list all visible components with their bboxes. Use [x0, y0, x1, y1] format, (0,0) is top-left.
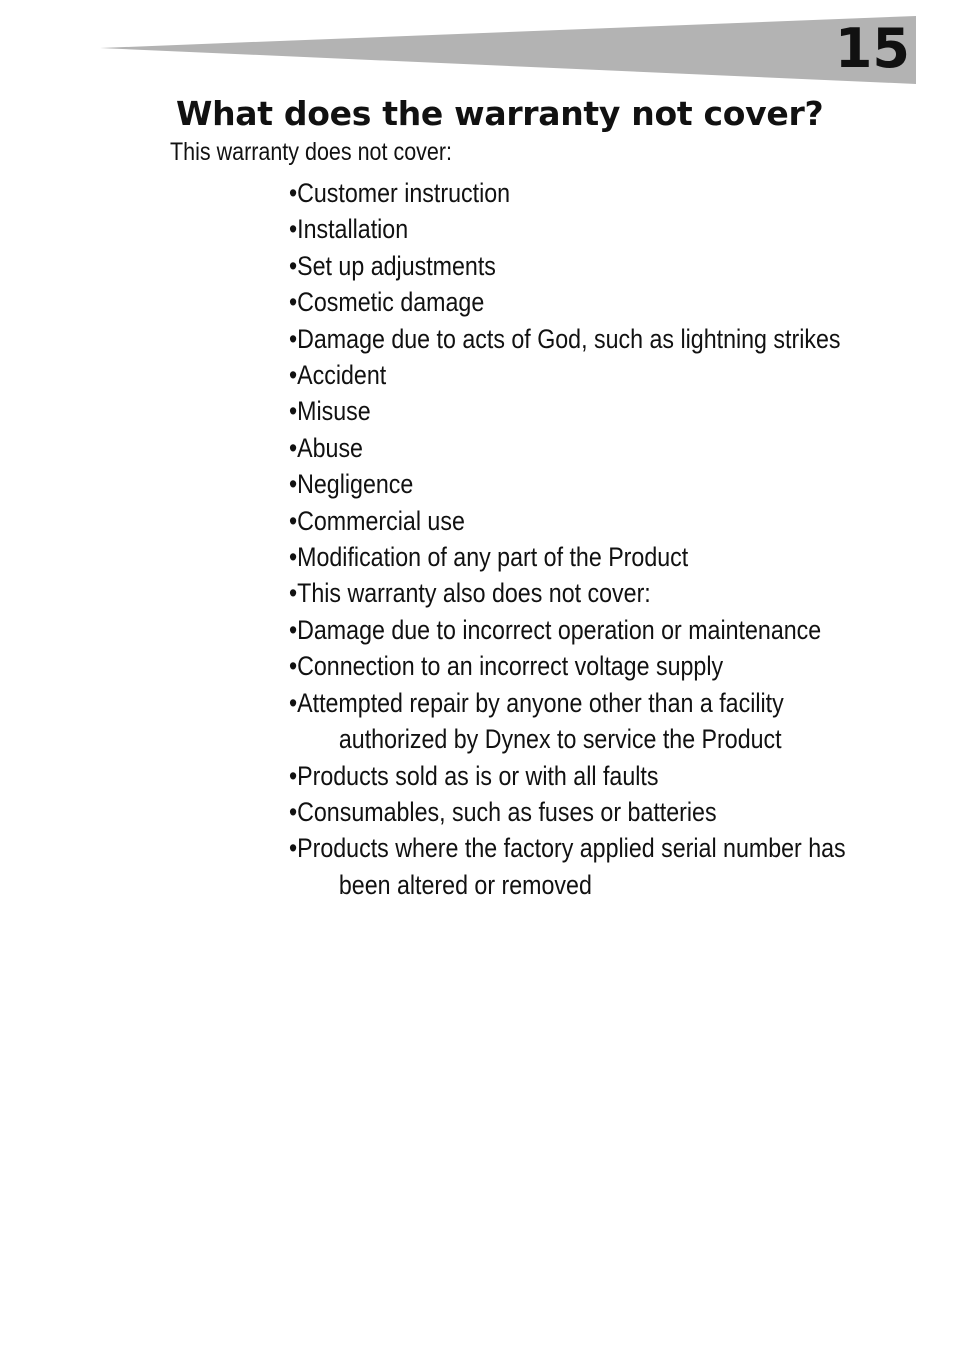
bullet-mark: •: [289, 287, 298, 318]
exclusions-list: [289, 175, 891, 903]
list-item-text: Connection to an incorrect voltage supply: [297, 651, 724, 682]
list-item: [289, 539, 891, 575]
bullet-mark: •: [289, 578, 298, 609]
list-item: [289, 466, 891, 502]
bullet-mark: •: [289, 323, 298, 354]
list-item-text: Set up adjustments: [297, 250, 496, 281]
bullet-mark: •: [289, 360, 298, 391]
list-item-continuation: been altered or removed: [338, 869, 592, 900]
list-item-text: Customer instruction: [297, 178, 511, 208]
list-item: [289, 830, 891, 903]
bullet-mark: •: [289, 542, 298, 573]
list-item-text: Attempted repair by anyone other than a facility: [297, 687, 784, 718]
list-item: [289, 357, 891, 393]
list-item-text: Commercial use: [297, 505, 465, 536]
list-item-continuation: authorized by Dynex to service the Product: [338, 724, 782, 755]
list-item: [289, 284, 891, 320]
list-item: [289, 503, 891, 539]
bullet-mark: •: [289, 687, 298, 718]
bullet-mark: •: [289, 214, 298, 245]
bullet-mark: •: [289, 760, 298, 791]
header-wedge: [100, 16, 916, 84]
bullet-mark: •: [289, 651, 298, 682]
list-item-text: Cosmetic damage: [297, 287, 485, 318]
bullet-mark: •: [289, 396, 298, 427]
bullet-mark: •: [289, 614, 298, 645]
section-intro: This warranty does not cover:: [170, 138, 453, 166]
list-item-text: Accident: [297, 360, 387, 391]
section-title: What does the warranty not cover?: [176, 94, 824, 133]
bullet-mark: •: [289, 796, 298, 827]
list-item-text: Damage due to incorrect operation or maintenance: [297, 614, 822, 645]
bullet-mark: •: [289, 505, 298, 536]
list-item: [289, 794, 891, 830]
list-item-text: Installation: [297, 214, 409, 245]
list-item-text: Negligence: [297, 469, 414, 500]
list-item: [289, 612, 891, 648]
list-item: [289, 321, 891, 357]
list-item-text: This warranty also does not cover:: [297, 578, 651, 609]
list-item: [289, 248, 891, 284]
list-item: [289, 758, 891, 794]
page-header: [0, 0, 954, 100]
list-item: [289, 430, 891, 466]
list-item: [289, 393, 891, 429]
list-item-text: Abuse: [297, 432, 363, 463]
page-number: 15: [834, 17, 910, 80]
list-item-text: Products where the factory applied serial number has: [297, 833, 846, 864]
list-item: [289, 211, 891, 247]
list-item: [289, 175, 891, 211]
bullet-mark: •: [289, 178, 298, 208]
list-item-text: Misuse: [297, 396, 371, 427]
list-item-text: Modification of any part of the Product: [297, 542, 689, 573]
list-item: [289, 575, 891, 611]
list-item-text: Products sold as is or with all faults: [297, 760, 659, 791]
bullet-mark: •: [289, 833, 298, 864]
list-item: [289, 685, 891, 758]
list-item-text: Consumables, such as fuses or batteries: [297, 796, 717, 827]
bullet-mark: •: [289, 432, 298, 463]
bullet-mark: •: [289, 250, 298, 281]
header-wedge-graphic: [0, 0, 954, 100]
list-item: [289, 648, 891, 684]
list-item-text: Damage due to acts of God, such as lightning strikes: [297, 323, 841, 354]
bullet-mark: •: [289, 469, 298, 500]
